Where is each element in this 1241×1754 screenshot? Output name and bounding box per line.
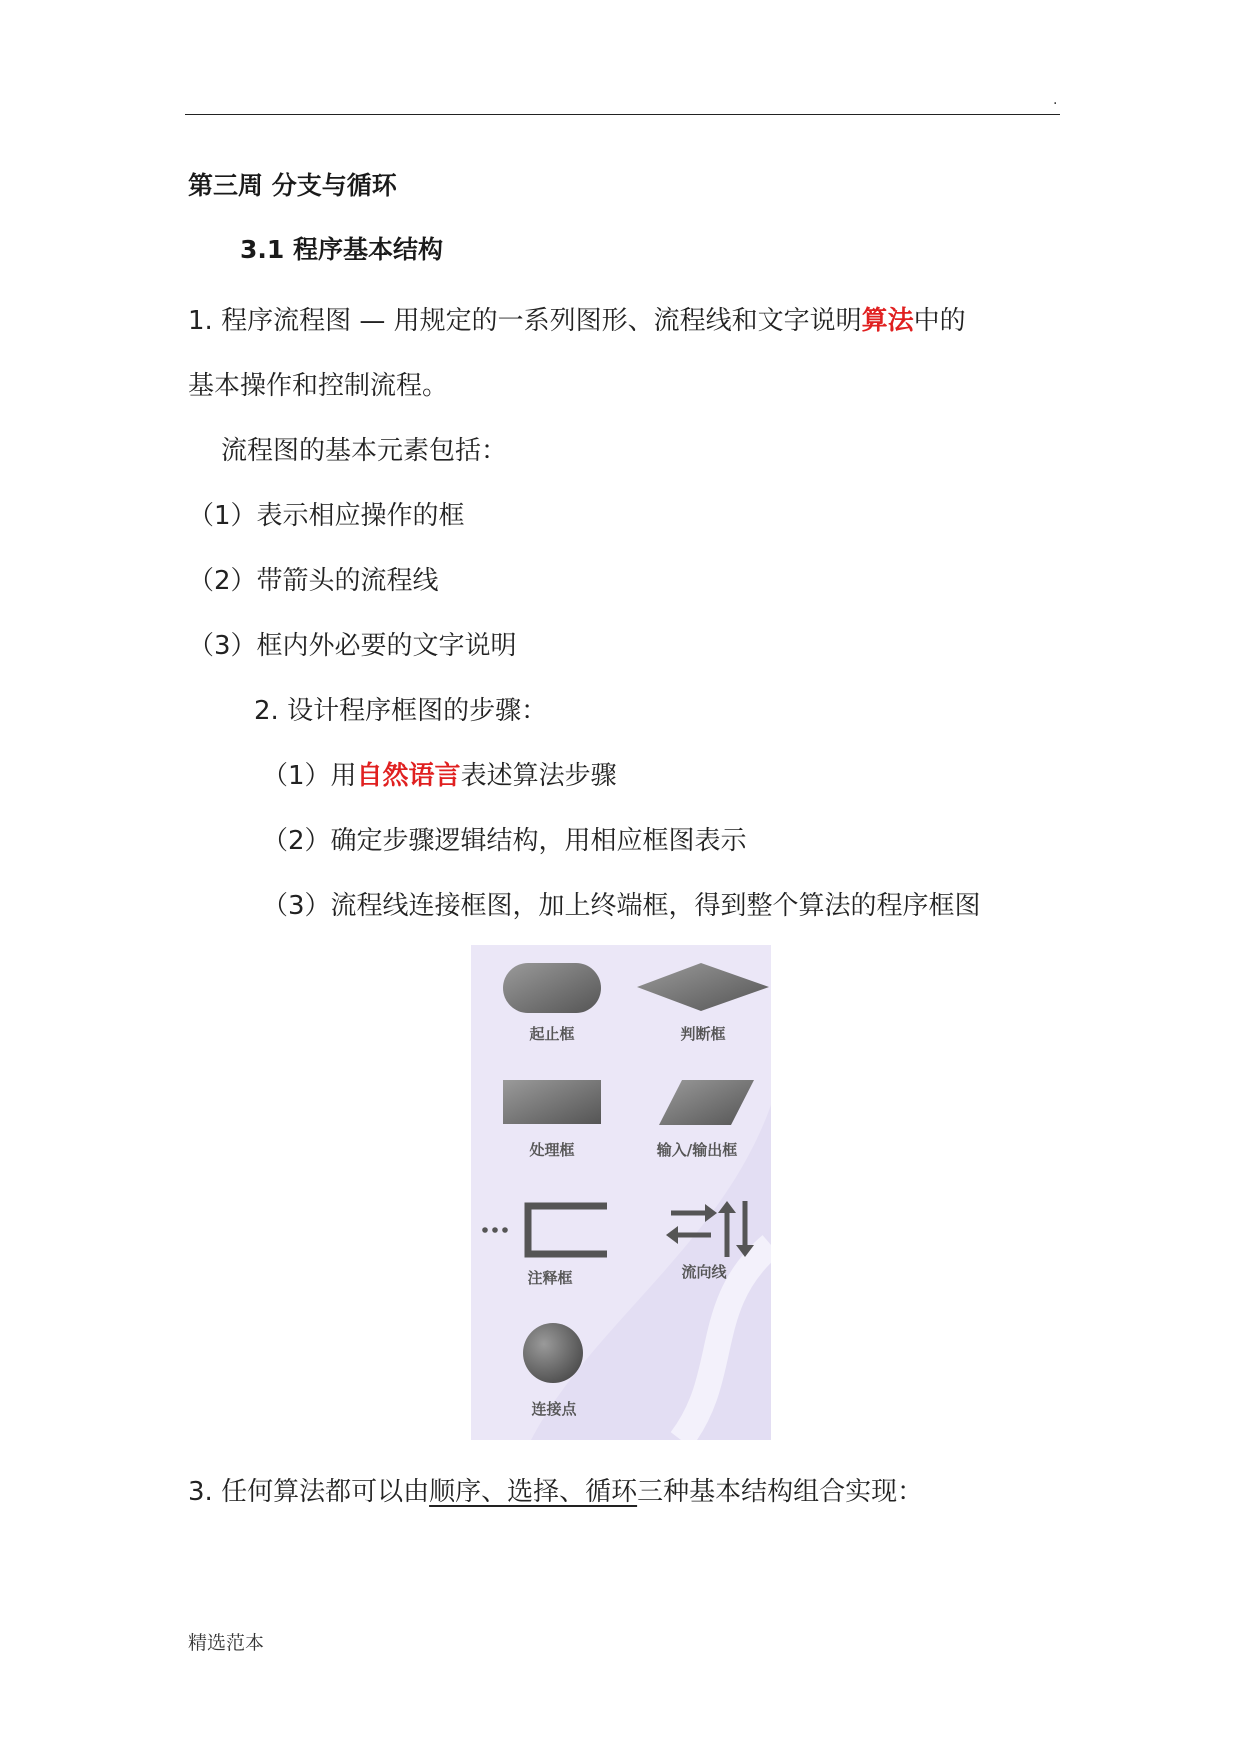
element-item-2: （2）带箭头的流程线 xyxy=(188,566,439,596)
para3-suffix: 三种基本结构组合实现： xyxy=(637,1477,924,1507)
header-rule xyxy=(185,114,1060,115)
step1-prefix: （1）用 xyxy=(262,761,357,791)
process-shape-icon xyxy=(503,1080,601,1124)
annotation-label: 注释框 xyxy=(527,1269,573,1287)
element-item-3: （3）框内外必要的文字说明 xyxy=(188,631,517,661)
flowchart-symbols-figure xyxy=(471,945,771,1440)
para1-highlight: 算法 xyxy=(861,306,914,336)
flowline-label: 流向线 xyxy=(681,1263,727,1281)
annotation-dot-3 xyxy=(502,1227,508,1233)
io-label: 输入/输出框 xyxy=(656,1141,738,1159)
decision-label: 判断框 xyxy=(680,1025,726,1043)
terminal-label: 起止框 xyxy=(529,1025,575,1043)
header-mark: . xyxy=(1053,92,1058,108)
para1-line2: 基本操作和控制流程。 xyxy=(188,371,449,401)
elements-intro: 流程图的基本元素包括： xyxy=(221,436,508,466)
para1-text-end: 中的 xyxy=(913,306,966,336)
steps-title: 2. 设计程序框图的步骤： xyxy=(254,696,548,726)
para3-underlined: 顺序、选择、循环 xyxy=(429,1477,638,1507)
section-title: 3.1 程序基本结构 xyxy=(240,235,443,264)
step-item-1 xyxy=(262,755,617,792)
para1-text: 1. 程序流程图 — 用规定的一系列图形、流程线和文字说明 xyxy=(188,306,862,336)
element-item-1: （1）表示相应操作的框 xyxy=(188,501,465,531)
connector-shape-icon xyxy=(523,1323,583,1383)
connector-label: 连接点 xyxy=(531,1400,577,1418)
para1-line1 xyxy=(188,300,966,337)
step-item-2: （2）确定步骤逻辑结构，用相应框图表示 xyxy=(262,826,747,856)
flowchart-symbols-svg xyxy=(471,945,771,1440)
process-label: 处理框 xyxy=(529,1141,575,1159)
annotation-dot-1 xyxy=(482,1227,488,1233)
terminal-shape-icon xyxy=(503,963,601,1013)
chapter-title: 第三周 分支与循环 xyxy=(188,171,397,200)
annotation-dot-2 xyxy=(492,1227,498,1233)
para3 xyxy=(188,1471,923,1508)
step-item-3: （3）流程线连接框图，加上终端框，得到整个算法的程序框图 xyxy=(262,891,981,921)
step1-suffix: 表述算法步骤 xyxy=(460,761,617,791)
para3-prefix: 3. 任何算法都可以由 xyxy=(188,1477,430,1507)
page-footer: 精选范本 xyxy=(188,1632,265,1654)
step1-highlight: 自然语言 xyxy=(356,761,461,791)
